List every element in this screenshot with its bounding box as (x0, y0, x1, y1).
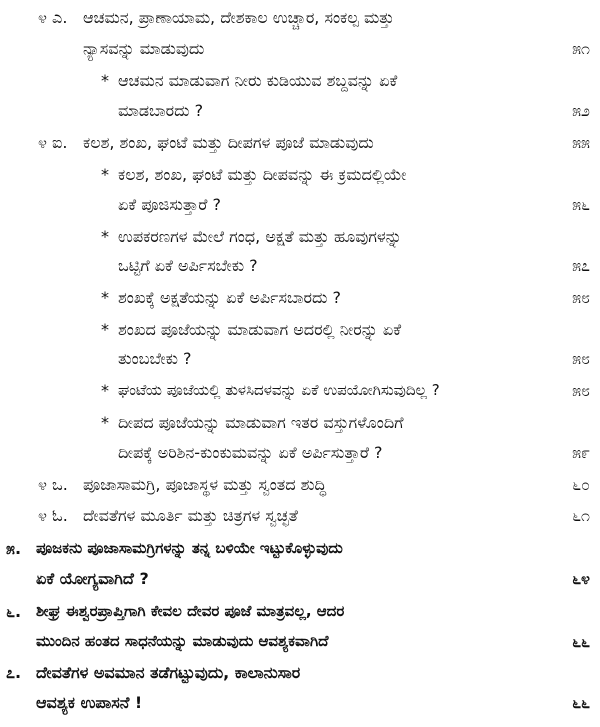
entry-title-line: ಕಲಶ, ಶಂಖ, ಘಂಟೆ ಮತ್ತು ದೀಪಗಳ ಪೂಜೆ ಮಾಡುವುದು (83, 133, 374, 152)
entry-title-line: ಆಚಮನ ಮಾಡುವಾಗ ನೀರು ಕುಡಿಯುವ ಶಬ್ದವನ್ನು ಏಕೆ (118, 71, 398, 90)
entry-page-number: ೫೮ (572, 381, 590, 400)
entry-title-line: ಶಂಖಕ್ಕೆ ಅಕ್ಷತೆಯನ್ನು ಏಕೆ ಅರ್ಪಿಸಬಾರದು ? (118, 288, 342, 307)
entry-title-line: ಮುಂದಿನ ಹಂತದ ಸಾಧನೆಯನ್ನು ಮಾಡುವುದು ಆವಶ್ಯಕವಾಗಿದೆ (36, 632, 329, 650)
entry-bullet: * (101, 413, 109, 432)
entry-title-line: ದೇವತೆಗಳ ಮೂರ್ತಿ ಮತ್ತು ಚಿತ್ರಗಳ ಸ್ವಚ್ಛತೆ (83, 506, 298, 525)
entry-title-line: ದೀಪಕ್ಕೆ ಅರಿಶಿನ-ಕುಂಕುಮವನ್ನು ಏಕೆ ಅರ್ಪಿಸುತ್ತಾರೆ ? (118, 443, 383, 462)
entry-title-line: ಏಕೆ ಪೂಜಿಸುತ್ತಾರೆ ? (118, 195, 221, 214)
entry-title-line: ಪೂಜಕನು ಪೂಜಾಸಾಮಗ್ರಿಗಳನ್ನು ತನ್ನ ಬಳಿಯೇ ಇಟ್ಟುಕೊಳ್ಳುವುದು (36, 539, 343, 557)
entry-number: ೬. (6, 602, 22, 621)
entry-page-number: ೫೭ (572, 256, 590, 275)
entry-title-line: ಆಚಮನ, ಪ್ರಾಣಾಯಾಮ, ದೇಶಕಾಲ ಉಚ್ಚಾರ, ಸಂಕಲ್ಪ ಮತ್ತು (83, 8, 395, 27)
entry-page-number: ೬೬ (572, 632, 590, 651)
entry-page-number: ೬೬ (572, 693, 590, 712)
entry-title-line: ಏಕೆ ಯೋಗ್ಯವಾಗಿದೆ ? (36, 569, 149, 588)
entry-number: ೪ ಎ. (38, 8, 68, 27)
entry-title-line: ಶೀಘ್ರ ಈಶ್ವರಪ್ರಾಪ್ತಿಗಾಗಿ ಕೇವಲ ದೇವರ ಪೂಜೆ ಮಾತ್ರವಲ್ಲ, ಆದರ (36, 602, 345, 620)
entry-page-number: ೫೨ (572, 101, 590, 120)
entry-title-line: ನ್ಯಾಸವನ್ನು ಮಾಡುವುದು (83, 39, 205, 58)
entry-bullet: * (101, 71, 109, 90)
entry-title-line: ಮಾಡಬಾರದು ? (118, 101, 204, 120)
entry-title-line: ಪೂಜಾಸಾಮಗ್ರಿ, ಪೂಜಾಸ್ಥಳ ಮತ್ತು ಸ್ವಂತದ ಶುದ್ಧಿ (83, 475, 327, 494)
entry-title-line: ಶಂಖದ ಪೂಜೆಯನ್ನು ಮಾಡುವಾಗ ಅದರಲ್ಲಿ ನೀರನ್ನು ಏಕೆ (118, 320, 402, 339)
entry-page-number: ೫೫ (572, 133, 590, 152)
entry-page-number: ೬೪ (572, 569, 590, 588)
entry-page-number: ೬೦ (572, 475, 590, 494)
entry-page-number: ೫೯ (572, 443, 590, 462)
entry-number: ೪ ಓ. (38, 506, 68, 525)
entry-title-line: ಆವಶ್ಯಕ ಉಪಾಸನೆ ! (36, 693, 143, 712)
entry-bullet: * (101, 381, 109, 400)
entry-title-line: ಕಲಶ, ಶಂಖ, ಘಂಟೆ ಮತ್ತು ದೀಪವನ್ನು ಈ ಕ್ರಮದಲ್ಲಿಯೇ (118, 165, 407, 184)
entry-page-number: ೫೬ (572, 195, 590, 214)
entry-page-number: ೫೮ (572, 288, 590, 307)
entry-title-line: ತುಂಬಬೇಕು ? (118, 349, 192, 368)
entry-number: ೪ ಒ. (38, 475, 68, 494)
entry-bullet: * (101, 165, 109, 184)
entry-number: ೭. (6, 663, 22, 682)
entry-title-line: ಉಪಕರಣಗಳ ಮೇಲೆ ಗಂಧ, ಅಕ್ಷತೆ ಮತ್ತು ಹೂವುಗಳನ್ನು (118, 227, 402, 246)
entry-number: ೪ ಐ. (38, 133, 68, 152)
entry-page-number: ೬೧ (572, 506, 590, 525)
entry-title-line: ಘಂಟೆಯ ಪೂಜೆಯಲ್ಲಿ ತುಳಸಿದಳವನ್ನು ಏಕೆ ಉಪಯೋಗಿಸುವುದಿಲ್ಲ ? (118, 381, 440, 399)
entry-page-number: ೫೧ (572, 39, 590, 58)
entry-bullet: * (101, 320, 109, 339)
entry-bullet: * (101, 288, 109, 307)
entry-title-line: ದೇವತೆಗಳ ಅವಮಾನ ತಡೆಗಟ್ಟುವುದು, ಕಾಲಾನುಸಾರ (36, 663, 301, 682)
entry-title-line: ದೀಪದ ಪೂಜೆಯನ್ನು ಮಾಡುವಾಗ ಇತರ ವಸ್ತುಗಳೊಂದಿಗೆ (118, 413, 404, 432)
entry-number: ೫. (6, 539, 22, 558)
entry-bullet: * (101, 227, 109, 246)
entry-page-number: ೫೮ (572, 349, 590, 368)
entry-title-line: ಒಟ್ಟಿಗೆ ಏಕೆ ಅರ್ಪಿಸಬೇಕು ? (118, 256, 258, 275)
